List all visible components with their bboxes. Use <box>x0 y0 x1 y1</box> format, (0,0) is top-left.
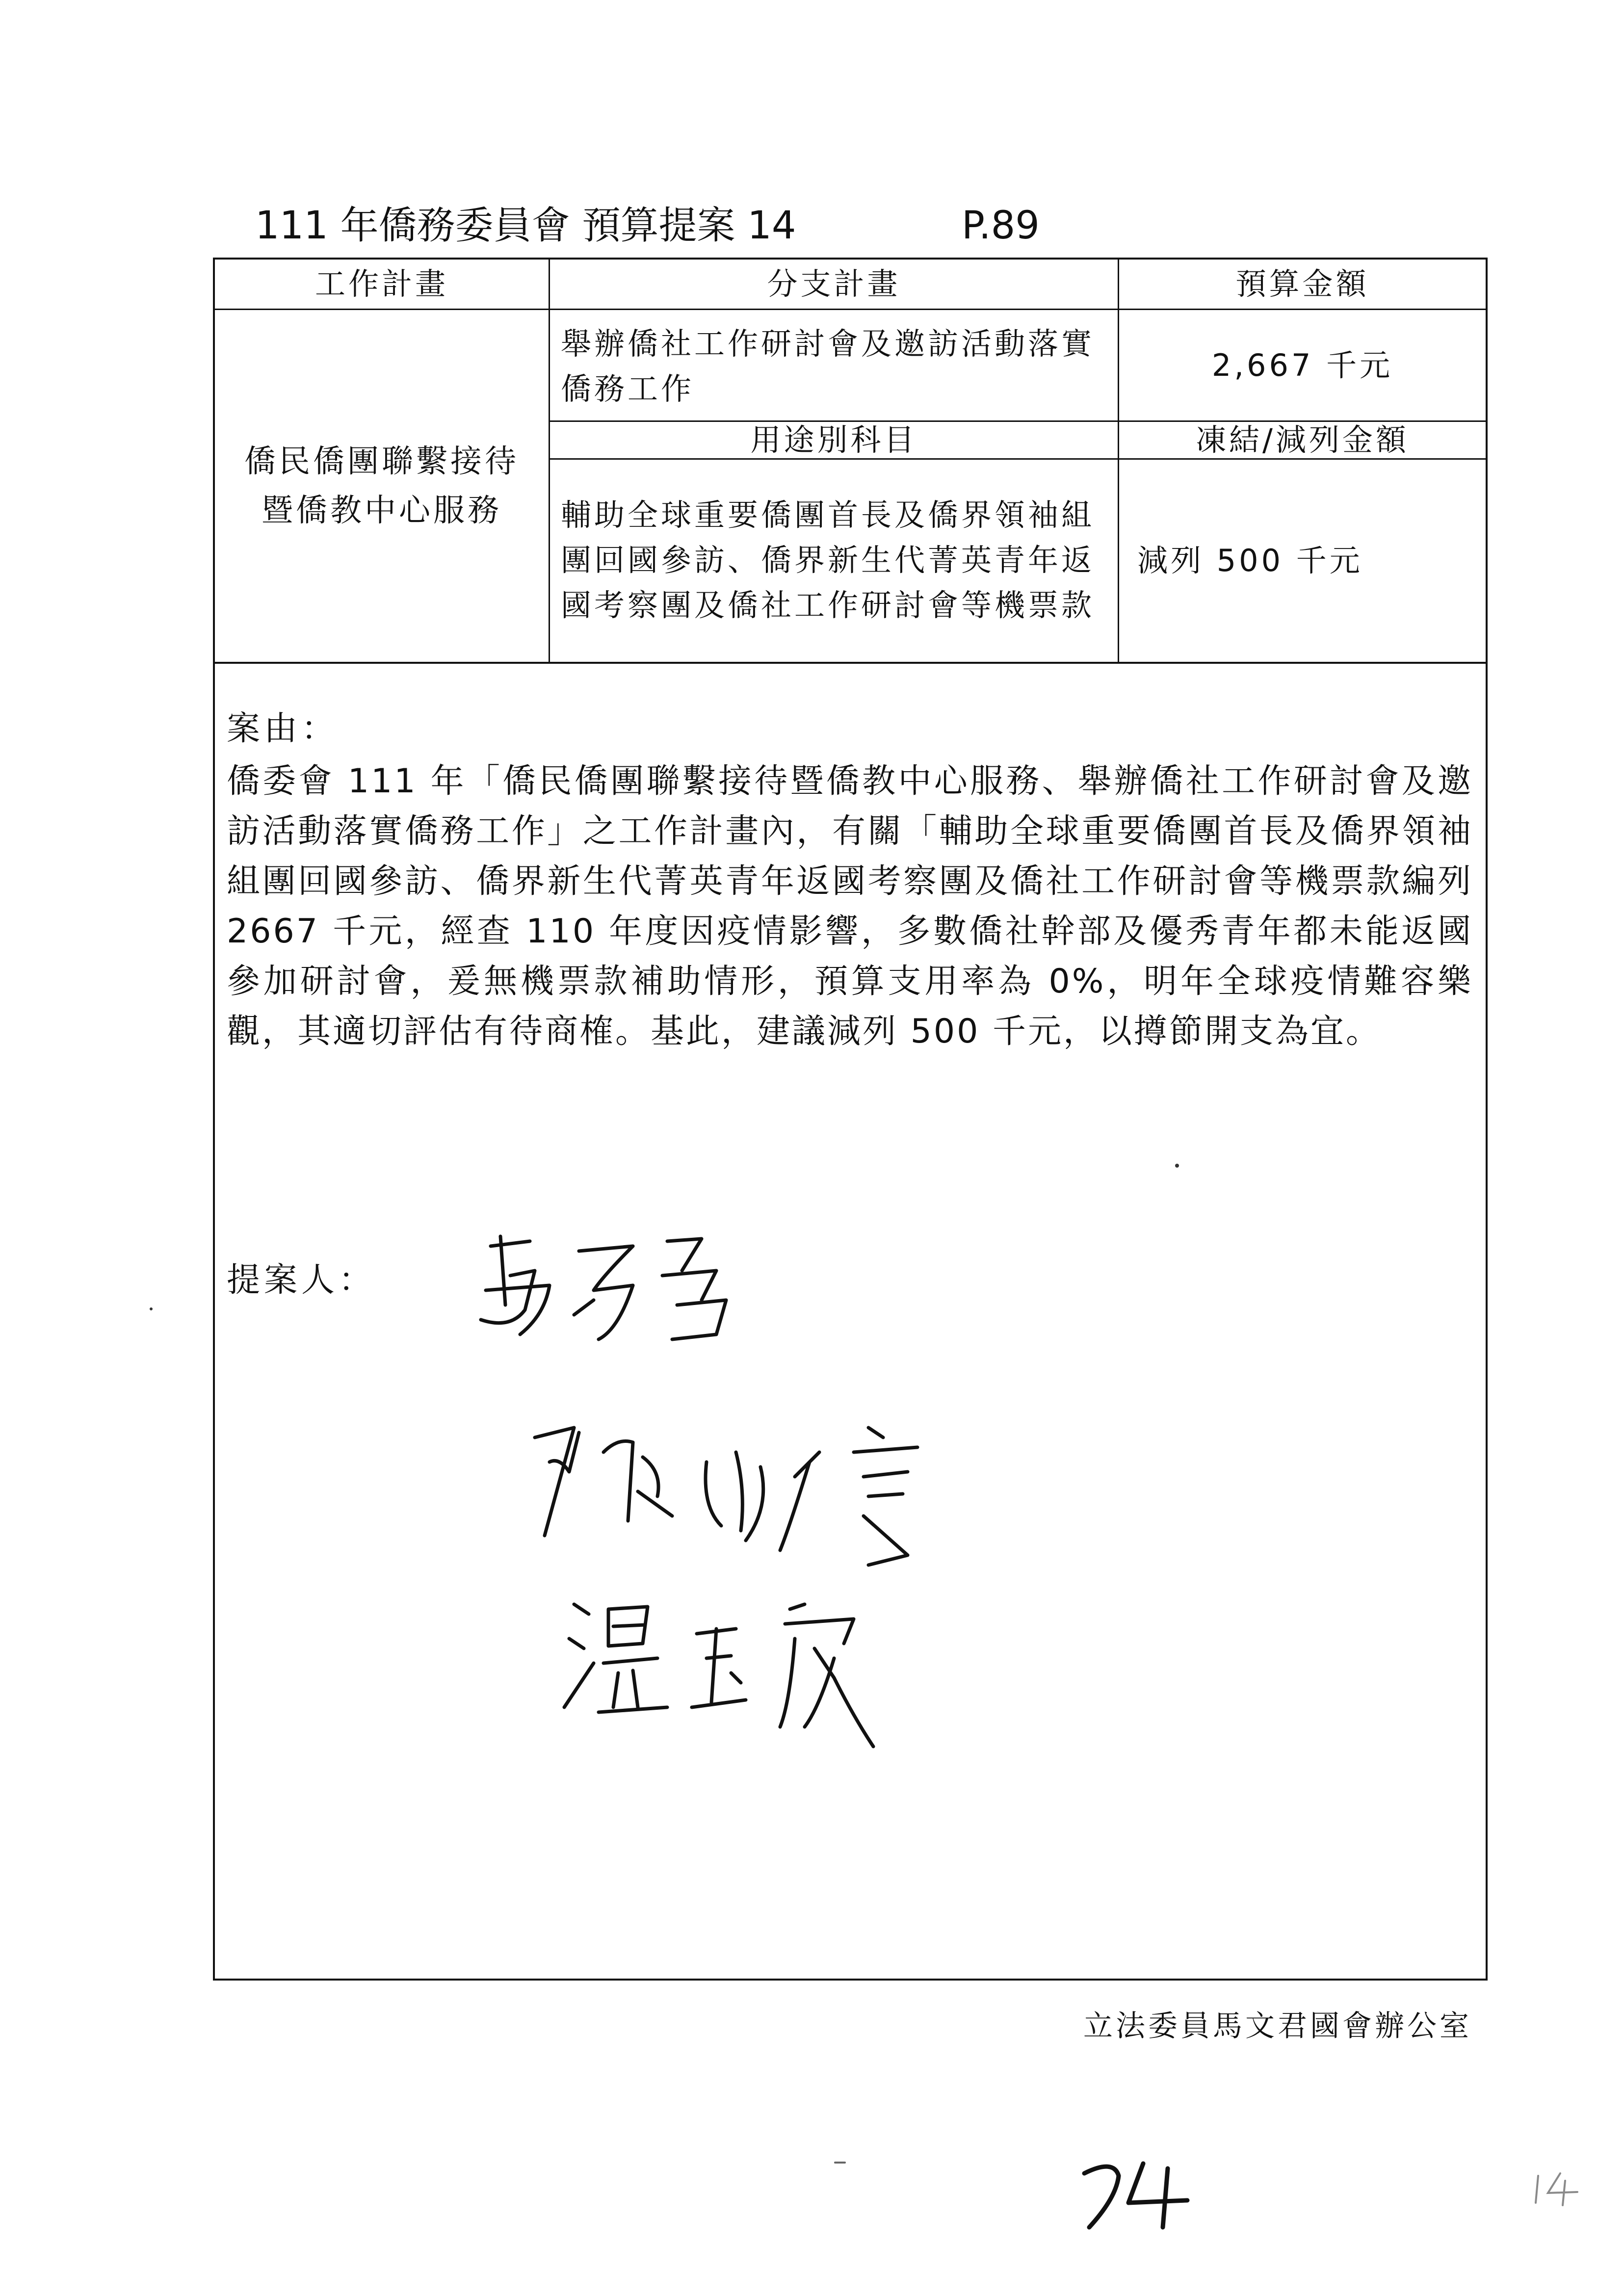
header-work-plan: 工作計畫 <box>314 266 448 302</box>
proposer-label: 提案人： <box>227 1261 376 1300</box>
signature-1 <box>471 1217 765 1379</box>
scan-speck <box>1175 1164 1179 1168</box>
office-name: 立法委員馬文君國會辦公室 <box>1083 2009 1472 2043</box>
reason-text: 僑委會 111 年「僑民僑團聯繫接待暨僑教中心服務、舉辦僑社工作研討會及邀訪活動落實僑務工作」之工作計畫內，有關「輔助全球重要僑團首長及僑界領袖組團回國參訪、僑界新生代菁英青年返國考察團及僑社工作研討會等機票款編列 2667 千元，經查 110 年度因疫情影響，多數僑社幹部及優秀青年都未能返國參加研討會，爰無機票款補助情形，預算支用率為 0%，明年全球疫情難容樂觀，其適切評估有待商榷。基此，建議減列 500 千元，以撙節開支為宜。 <box>227 762 1473 1051</box>
document-heading <box>255 199 1089 253</box>
scan-speck <box>150 1307 153 1310</box>
signature-3 <box>559 1580 913 1766</box>
signature-2 <box>515 1408 1006 1570</box>
table-divider-h4 <box>215 662 1486 664</box>
reason-section <box>227 702 1473 1057</box>
heading-title: 111 年僑務委員會 預算提案 14 <box>255 204 796 248</box>
freeze-cut-value: 減列 500 千元 <box>1137 543 1363 578</box>
handwritten-page-number <box>1070 2154 1207 2232</box>
heading-page-ref: P.89 <box>962 204 1040 248</box>
header-sub-plan: 分支計畫 <box>767 266 901 302</box>
header-freeze-cut-amount: 凍結/減列金額 <box>1196 422 1409 458</box>
header-budget-amount: 預算金額 <box>1235 266 1369 302</box>
scan-speck <box>834 2162 846 2164</box>
budget-amount-value: 2,667 千元 <box>1211 347 1393 383</box>
sheet-mark <box>1531 2168 1590 2208</box>
table-divider-v1 <box>549 260 550 663</box>
work-plan-value: 僑民僑團聯繫接待暨僑教中心服務 <box>244 443 519 529</box>
reason-label: 案由： <box>227 709 339 748</box>
header-expense-item: 用途別科目 <box>750 422 917 458</box>
sub-plan-value: 舉辦僑社工作研討會及邀訪活動落實僑務工作 <box>561 325 1095 407</box>
expense-item-value: 輔助全球重要僑團首長及僑界領袖組團回國參訪、僑界新生代菁英青年返國考察團及僑社工作研討會等機票款 <box>561 496 1095 623</box>
